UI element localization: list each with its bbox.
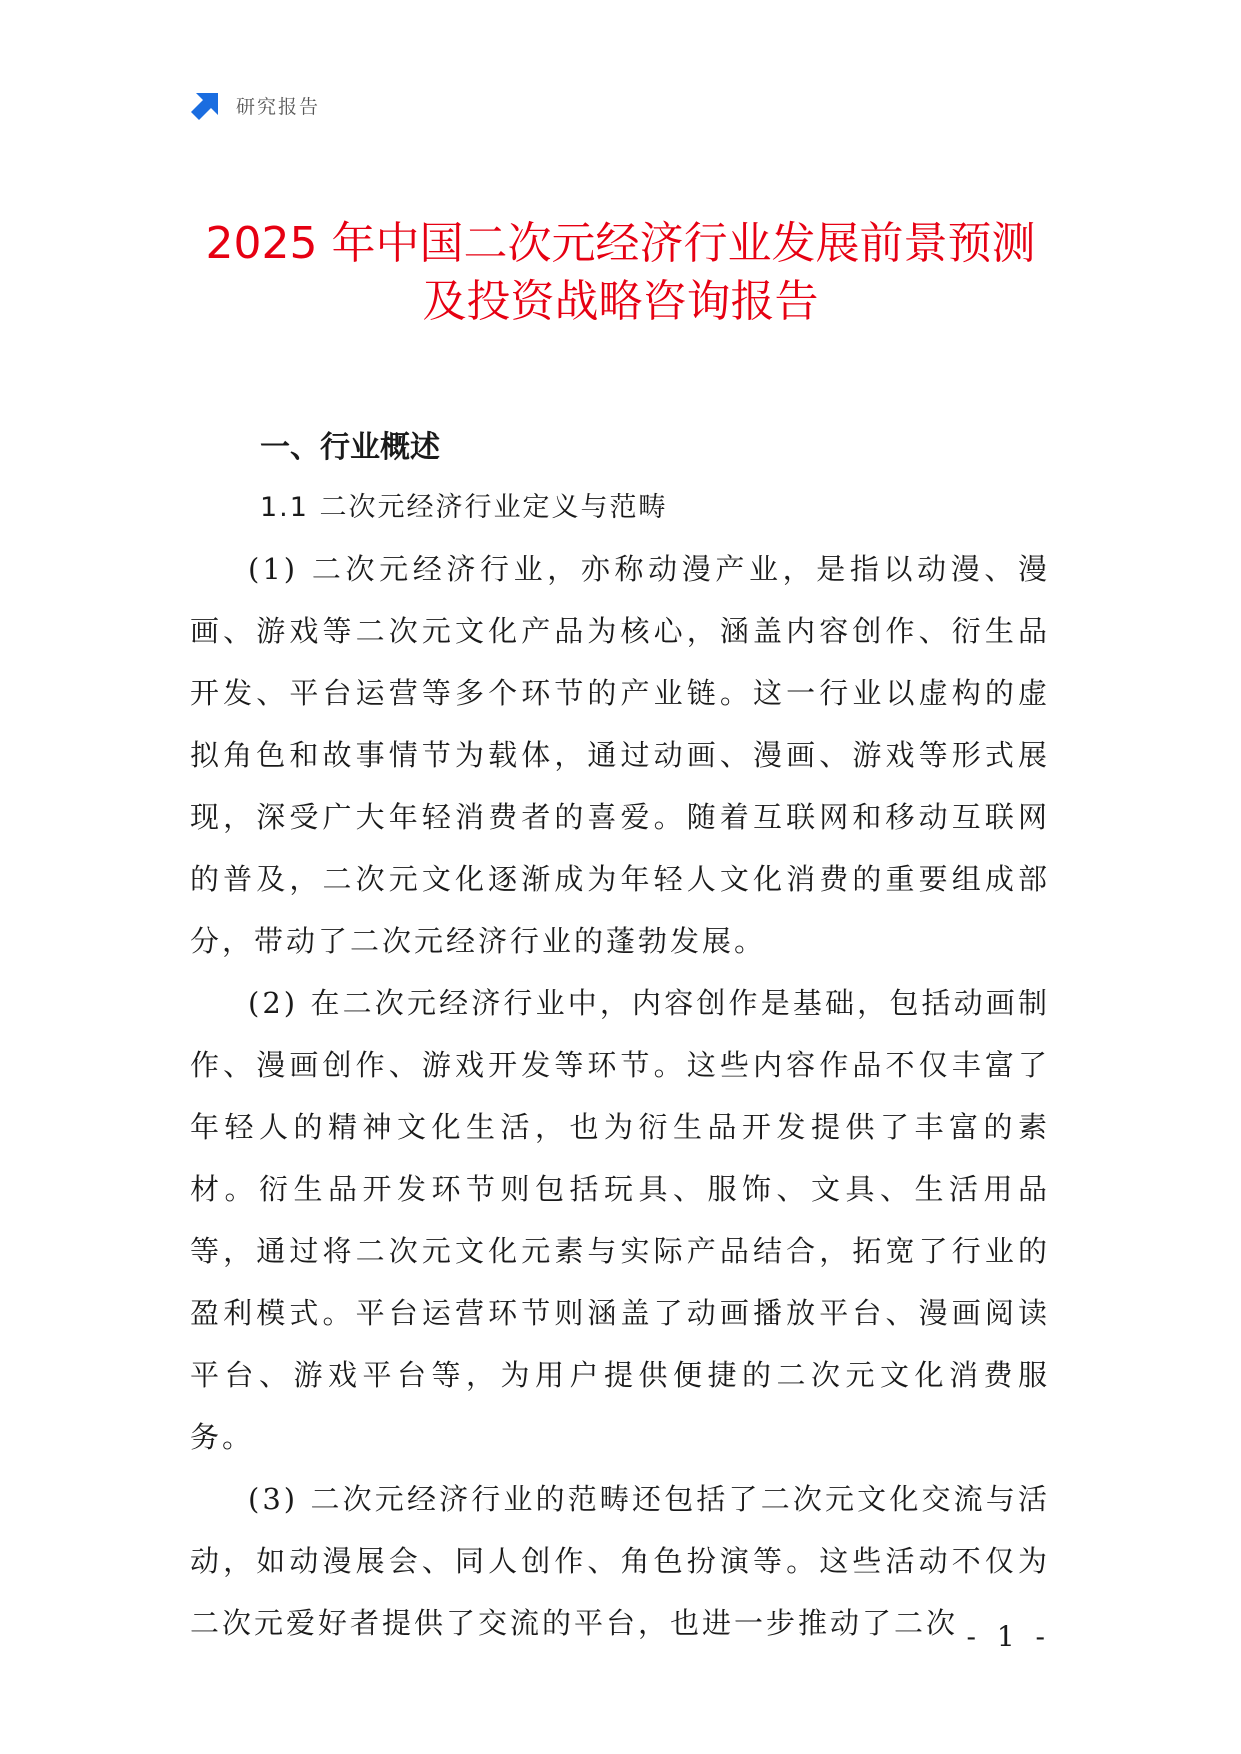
paragraph-1: (1) 二次元经济行业，亦称动漫产业，是指以动漫、漫画、游戏等二次元文化产品为核心，涵盖内容创作、衍生品开发、平台运营等多个环节的产业链。这一行业以虚构的虚拟角色和故事情节为载体，通过动画、漫画、游戏等形式展现，深受广大年轻消费者的喜爱。随着互联网和移动互联网的普及，二次元文化逐渐成为年轻人文化消费的重要组成部分，带动了二次元经济行业的蓬勃发展。 xyxy=(190,552,1050,958)
section-subheading: 1.1 二次元经济行业定义与范畴 xyxy=(260,492,668,523)
page-number: - 1 - xyxy=(966,1620,1051,1653)
section-heading: 一、行业概述 xyxy=(260,430,440,465)
report-title-line-1: 2025 年中国二次元经济行业发展前景预测 xyxy=(205,218,1036,269)
report-header xyxy=(190,88,320,122)
arrow-up-right-icon xyxy=(190,89,222,121)
paragraph-2: (2) 在二次元经济行业中，内容创作是基础，包括动画制作、漫画创作、游戏开发等环节。这些内容作品不仅丰富了年轻人的精神文化生活，也为衍生品开发提供了丰富的素材。衍生品开发环节则包括玩具、服饰、文具、生活用品等，通过将二次元文化元素与实际产品结合，拓宽了行业的盈利模式。平台运营环节则涵盖了动画播放平台、漫画阅读平台、游戏平台等，为用户提供便捷的二次元文化消费服务。 xyxy=(190,986,1050,1454)
report-title-line-2: 及投资战略咨询报告 xyxy=(422,276,819,327)
paragraph-3: (3) 二次元经济行业的范畴还包括了二次元文化交流与活动，如动漫展会、同人创作、角色扮演等。这些活动不仅为二次元爱好者提供了交流的平台，也进一步推动了二次 xyxy=(190,1482,1050,1640)
report-title xyxy=(150,215,1091,331)
report-body xyxy=(190,418,1050,1654)
header-label: 研究报告 xyxy=(236,95,321,118)
